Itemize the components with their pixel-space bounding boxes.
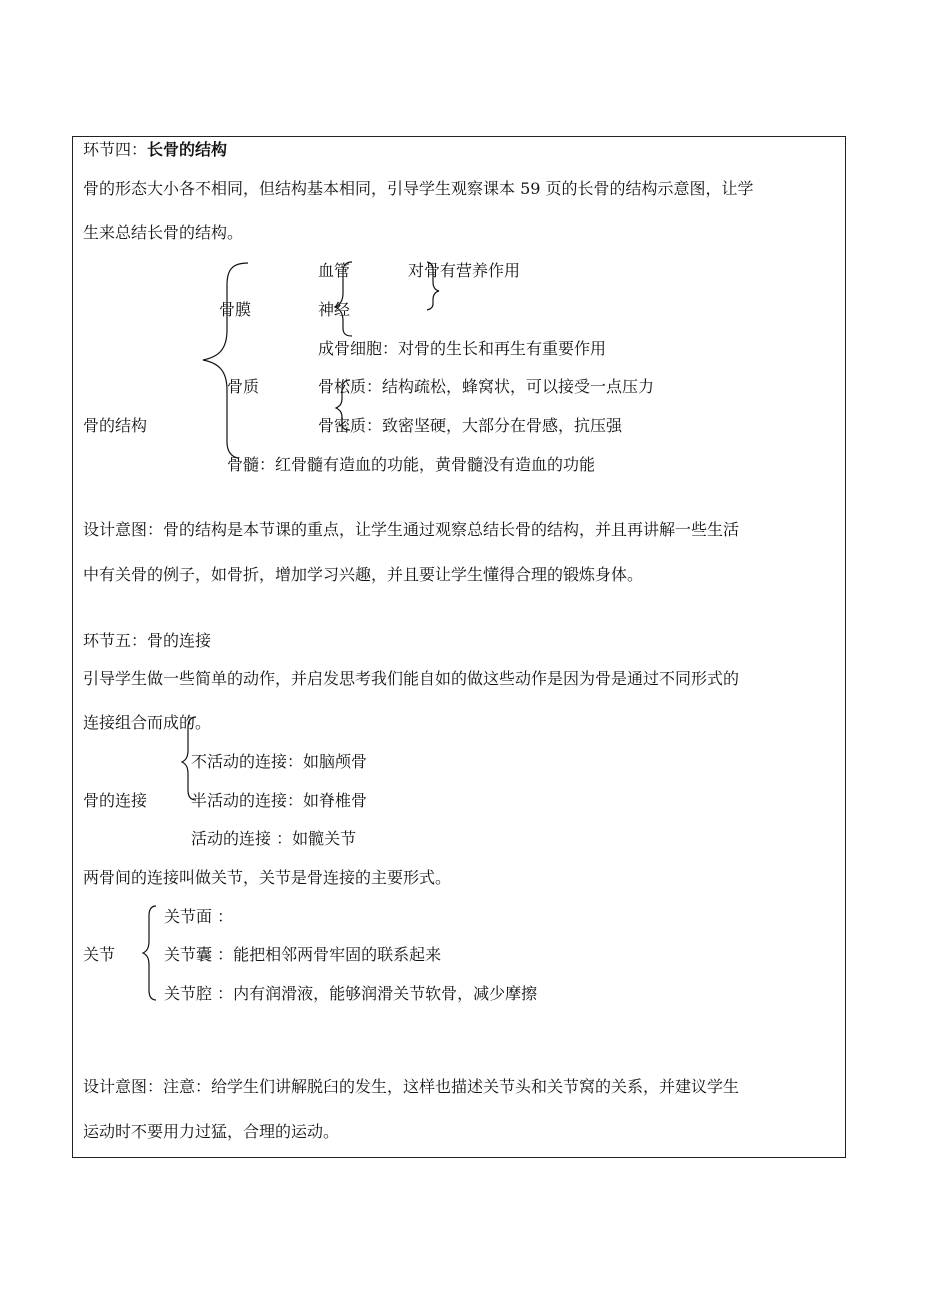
section4-intro-line1: 骨的形态大小各不相同，但结构基本相同，引导学生观察课本 59 页的长骨的结构示意图，让学 xyxy=(83,179,754,198)
section5-intro-line2: 连接组合而成的。 xyxy=(83,713,212,732)
section5-intent-line1: 设计意图：注意：给学生们讲解脱臼的发生，这样也描述关节头和关节窝的关系，并建议学生 xyxy=(83,1077,740,1096)
section4-intent-line2: 中有关骨的例子，如骨折，增加学习兴趣，并且要让学生懂得合理的锻炼身体。 xyxy=(83,565,644,584)
periosteum-label: 骨膜 xyxy=(219,300,252,319)
joint-surface-label: 关节面 ： xyxy=(164,907,234,926)
semi-movable-joint-label: 半活动的连接：如脊椎骨 xyxy=(191,791,368,810)
bone-structure-root: 骨的结构 xyxy=(83,416,148,435)
section5-title: 环节五：骨的连接 xyxy=(83,631,212,650)
joint-definition: 两骨间的连接叫做关节，关节是骨连接的主要形式。 xyxy=(83,868,452,887)
joint-root: 关节 xyxy=(83,945,116,964)
osteoblast-label: 成骨细胞：对骨的生长和再生有重要作用 xyxy=(318,339,607,358)
spongy-bone-label: 骨松质：结构疏松，蜂窝状，可以接受一点压力 xyxy=(318,377,655,396)
marrow-label: 骨髓：红骨髓有造血的功能，黄骨髓没有造血的功能 xyxy=(227,455,596,474)
bone-substance-label: 骨质 xyxy=(227,377,260,396)
section4-prefix: 环节四： xyxy=(83,140,148,159)
joint-cavity-label: 关节腔 ：内有润滑液，能够润滑关节软骨，减少摩擦 xyxy=(164,984,538,1003)
nutrition-note: 对骨有营养作用 xyxy=(408,261,521,280)
compact-bone-label: 骨密质：致密坚硬，大部分在骨感，抗压强 xyxy=(318,416,623,435)
section4-intro-line2: 生来总结长骨的结构。 xyxy=(83,223,244,242)
section4-intent-line1: 设计意图：骨的结构是本节课的重点，让学生通过观察总结长骨的结构，并且再讲解一些生活 xyxy=(83,520,740,539)
section5-intent-line2: 运动时不要用力过猛，合理的运动。 xyxy=(83,1122,340,1141)
blood-vessel-label: 血管 xyxy=(318,261,351,280)
joint-capsule-label: 关节囊 ：能把相邻两骨牢固的联系起来 xyxy=(164,945,442,964)
section4-title: 长骨的结构 xyxy=(147,140,228,159)
nerve-label: 神经 xyxy=(318,300,351,319)
immovable-joint-label: 不活动的连接：如脑颅骨 xyxy=(191,752,368,771)
bone-connection-root: 骨的连接 xyxy=(83,791,148,810)
movable-joint-label: 活动的连接 ：如髋关节 xyxy=(191,829,357,848)
section5-intro-line1: 引导学生做一些简单的动作，并启发思考我们能自如的做这些动作是因为骨是通过不同形式的 xyxy=(83,669,740,688)
